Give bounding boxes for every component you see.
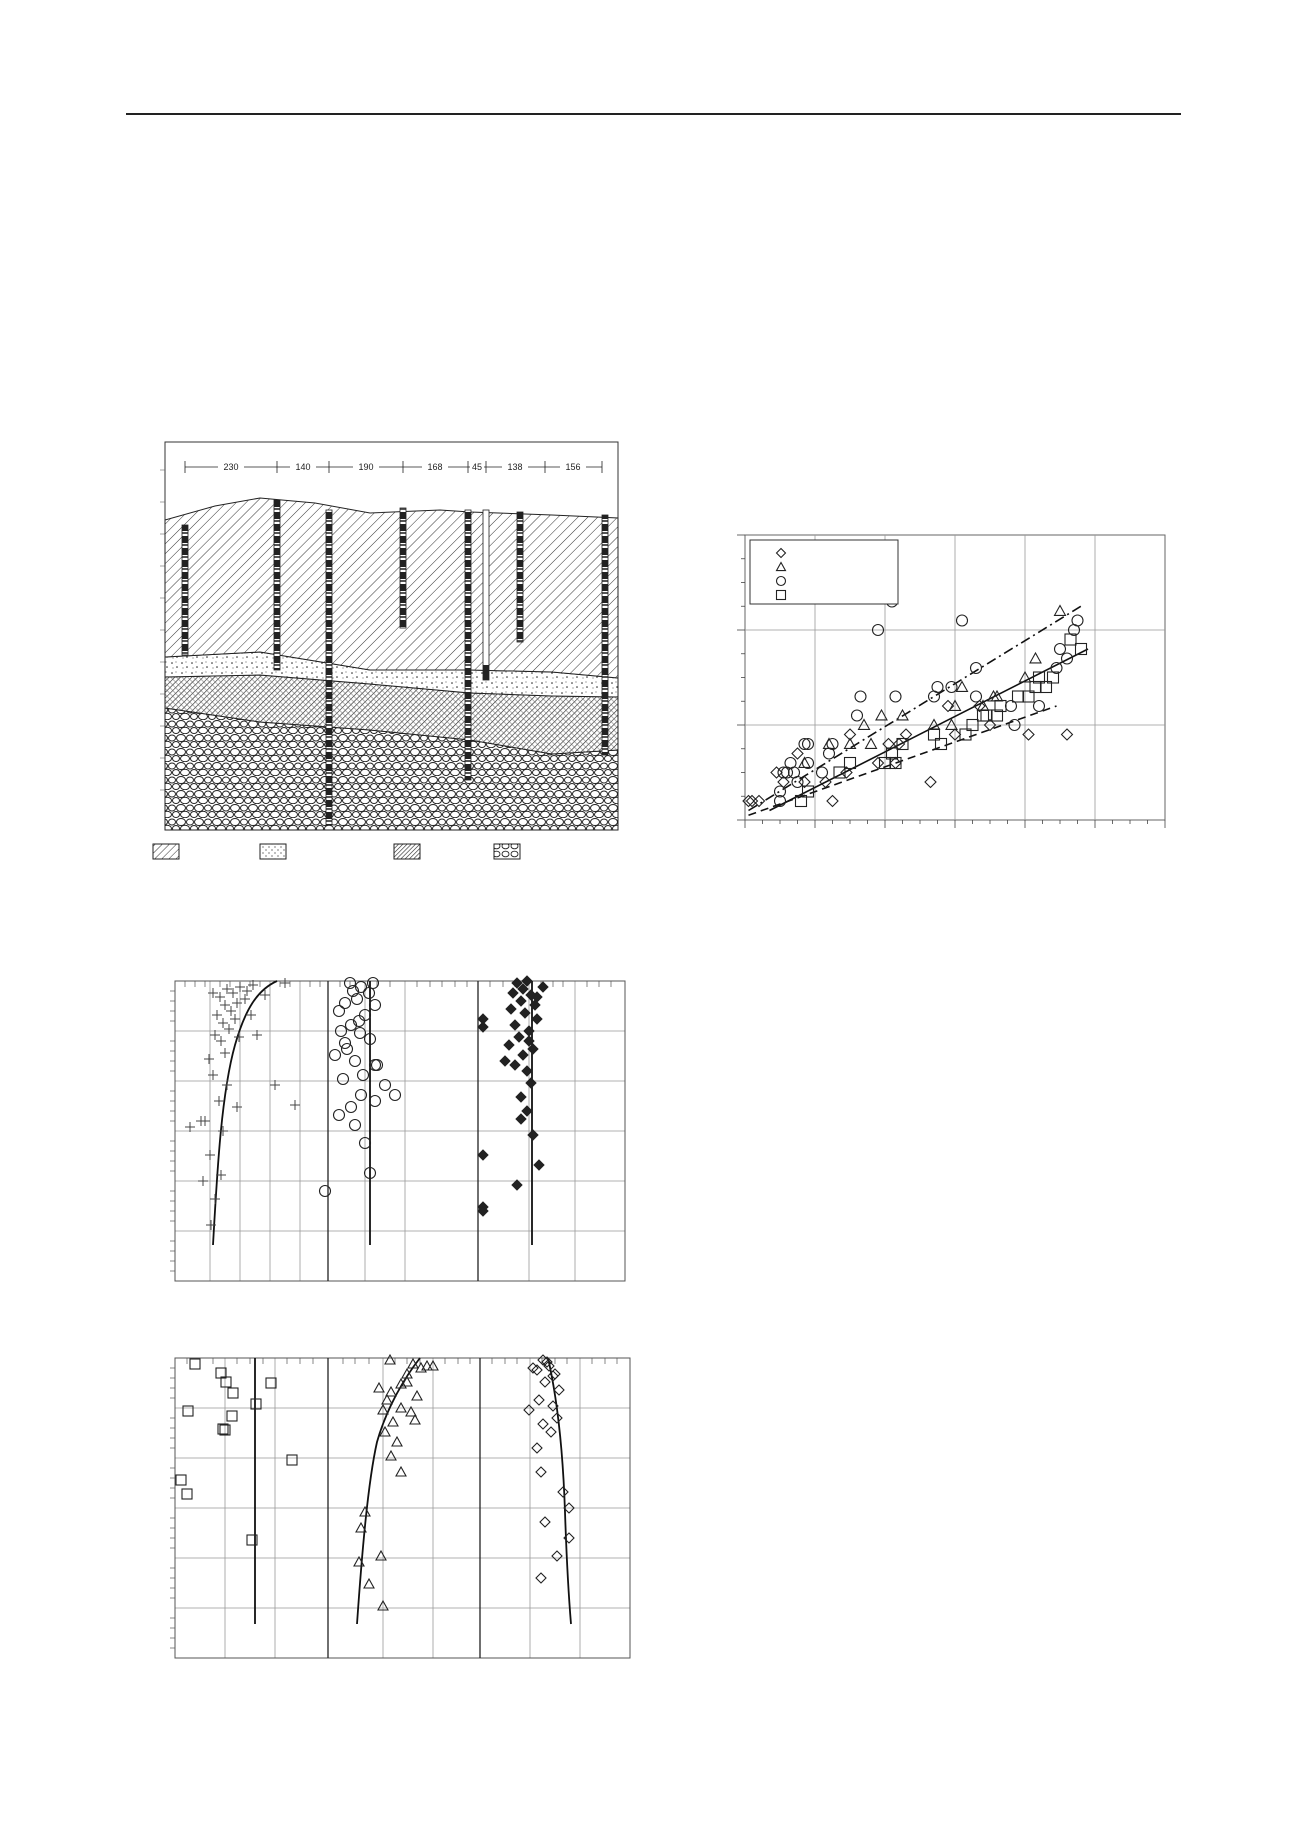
square-marker xyxy=(266,1378,276,1388)
square-marker xyxy=(190,1359,200,1369)
square-markers xyxy=(176,1359,297,1545)
clay-layer xyxy=(165,498,618,678)
triangle-marker xyxy=(374,1383,384,1392)
triangle-marker xyxy=(376,1551,386,1560)
circle-markers xyxy=(320,978,401,1197)
legend-swatch-silt xyxy=(394,844,420,859)
circle-marker xyxy=(350,1056,361,1067)
diamond-marker xyxy=(558,1487,568,1497)
header-rule xyxy=(126,113,1181,115)
plus-marker xyxy=(280,978,290,988)
square-marker xyxy=(183,1406,193,1416)
plus-marker xyxy=(212,1010,222,1020)
diamond-marker xyxy=(524,1405,534,1415)
filled-diamond-marker xyxy=(516,996,526,1006)
filled-diamond-marker xyxy=(516,1092,526,1102)
spacing-label-4: 168 xyxy=(427,462,443,472)
filled-diamond-marker xyxy=(518,1050,528,1060)
diamond-marker xyxy=(536,1573,546,1583)
square-marker xyxy=(251,1399,261,1409)
circle-marker xyxy=(370,1000,381,1011)
filled-diamond-marker xyxy=(532,1014,542,1024)
legend-box xyxy=(750,540,898,604)
triangle-marker xyxy=(364,1579,374,1588)
diamond-marker xyxy=(534,1395,544,1405)
filled-diamond-marker xyxy=(504,1040,514,1050)
triangle-marker xyxy=(386,1387,396,1396)
spacing-label-6: 138 xyxy=(507,462,523,472)
depth-profiles-upper xyxy=(165,975,635,1295)
diamond-marker xyxy=(532,1443,542,1453)
filled-diamond-marker xyxy=(516,1114,526,1124)
filled-diamond-marker xyxy=(522,1066,532,1076)
filled-diamond-marker xyxy=(520,1008,530,1018)
diamond-marker xyxy=(546,1427,556,1437)
square-marker xyxy=(227,1411,237,1421)
triangle-marker xyxy=(386,1451,396,1460)
circle-marker xyxy=(350,1120,361,1131)
legend xyxy=(750,540,898,604)
circle-marker xyxy=(346,1102,357,1113)
triangle-marker xyxy=(412,1391,422,1400)
plus-marker xyxy=(290,1100,300,1110)
filled-diamond-marker xyxy=(512,1180,522,1190)
filled-diamond-marker xyxy=(508,988,518,998)
scatter-chart xyxy=(735,530,1175,840)
circle-marker xyxy=(340,1038,351,1049)
section-legend xyxy=(150,842,530,862)
plus-marker xyxy=(220,1048,230,1058)
plus-marker xyxy=(270,1080,280,1090)
circle-marker xyxy=(355,1028,366,1039)
filled-diamond-marker xyxy=(514,1032,524,1042)
triangle-marker xyxy=(392,1437,402,1446)
circle-marker xyxy=(320,1186,331,1197)
filled-diamond-marker xyxy=(538,982,548,992)
circle-marker xyxy=(330,1050,341,1061)
triangle-marker xyxy=(385,1355,395,1364)
square-marker xyxy=(287,1455,297,1465)
circle-marker xyxy=(338,1074,349,1085)
filled-diamond-marker xyxy=(510,1060,520,1070)
filled-diamond-marker xyxy=(478,1150,488,1160)
diamond-marker xyxy=(538,1419,548,1429)
circle-marker xyxy=(334,1110,345,1121)
plus-markers xyxy=(185,978,300,1230)
plus-marker xyxy=(205,1150,215,1160)
circle-marker xyxy=(370,1096,381,1107)
plus-marker xyxy=(210,1030,220,1040)
plus-marker xyxy=(232,1102,242,1112)
filled-diamond-marker xyxy=(506,1004,516,1014)
legend-swatch-clay xyxy=(153,844,179,859)
circle-marker xyxy=(358,1070,369,1081)
plus-marker xyxy=(222,1080,232,1090)
filled-diamond-marker xyxy=(526,1078,536,1088)
geological-cross-section xyxy=(140,440,640,870)
plus-marker xyxy=(185,1122,195,1132)
square-marker xyxy=(228,1388,238,1398)
plus-marker xyxy=(218,1018,228,1028)
filled-diamond-marker xyxy=(528,1130,538,1140)
depth-ticks xyxy=(170,981,611,1271)
plus-marker xyxy=(204,1054,214,1064)
depth-profiles-lower xyxy=(165,1352,640,1662)
spacing-label-2: 140 xyxy=(295,462,311,472)
plus-marker xyxy=(208,1070,218,1080)
spacing-label-1: 230 xyxy=(223,462,239,472)
plus-marker xyxy=(220,1000,230,1010)
filled-diamond-marker xyxy=(510,1020,520,1030)
diamond-marker xyxy=(536,1467,546,1477)
circle-marker xyxy=(390,1090,401,1101)
spacing-label-3: 190 xyxy=(358,462,374,472)
plus-marker xyxy=(214,1096,224,1106)
diamond-marker xyxy=(540,1377,550,1387)
triangle-marker xyxy=(396,1467,406,1476)
spacing-label-5: 45 xyxy=(471,462,483,472)
filled-diamond-marker xyxy=(522,1106,532,1116)
diamond-marker xyxy=(552,1551,562,1561)
plus-marker xyxy=(210,1194,220,1204)
filled-diamond-markers xyxy=(478,976,548,1216)
filled-diamond-marker xyxy=(534,1160,544,1170)
legend-swatch-gravel xyxy=(494,844,520,859)
circle-marker xyxy=(334,1006,345,1017)
circle-marker xyxy=(340,998,351,1009)
spacing-label-7: 156 xyxy=(565,462,581,472)
legend-swatch-sand xyxy=(260,844,286,859)
square-marker xyxy=(182,1489,192,1499)
filled-diamond-marker xyxy=(478,1022,488,1032)
plus-marker xyxy=(216,1036,226,1046)
triangle-marker xyxy=(396,1403,406,1412)
diamond-marker xyxy=(540,1517,550,1527)
triangle-marker xyxy=(388,1417,398,1426)
plus-marker xyxy=(224,1024,234,1034)
plus-marker xyxy=(198,1176,208,1186)
plus-marker xyxy=(218,1126,228,1136)
square-marker xyxy=(176,1475,186,1485)
plus-marker xyxy=(252,1030,262,1040)
filled-diamond-marker xyxy=(500,1056,510,1066)
circle-marker xyxy=(342,1044,353,1055)
